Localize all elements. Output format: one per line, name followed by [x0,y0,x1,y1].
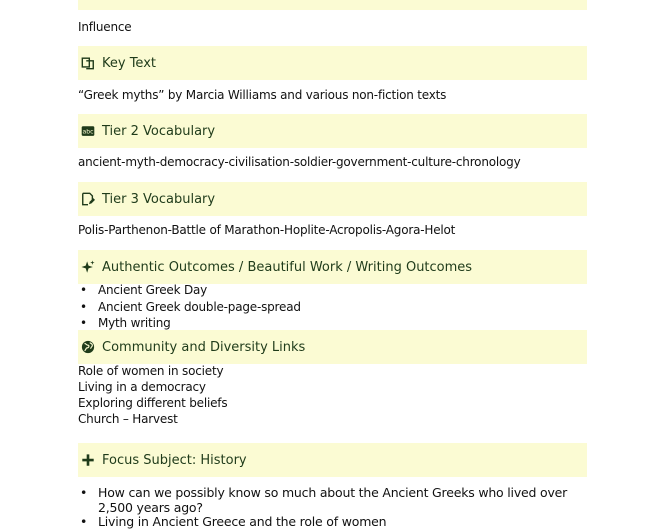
abc-icon [80,123,96,139]
key-text-header [78,46,587,80]
focus-list [78,486,578,530]
tier3-header [78,182,587,216]
concept-value: Influence [78,20,132,34]
tier3-heading: Tier 3 Vocabulary [102,191,216,207]
sparkle-icon [80,259,96,275]
edit-icon [80,191,96,207]
list-item: • Living in Ancient Greece and the role of women [78,515,578,530]
list-item: • Ancient Greek double-page-spread [78,299,301,316]
community-line: Role of women in society [78,364,224,378]
concept-heading [102,0,156,1]
outcomes-list [78,282,301,332]
list-item: • Myth writing [78,315,301,332]
key-text-heading: Key Text [102,55,156,71]
outcomes-header [78,250,587,284]
community-heading: Community and Diversity Links [102,339,306,355]
key-text-value: “Greek myths” by Marcia Williams and various non-fiction texts [78,88,447,102]
lightbulb-icon [80,0,96,1]
tier2-value: ancient-myth-democracy-civilisation-soldier-government-culture-chronology [78,155,521,169]
tier2-header [78,114,587,148]
list-item: • How can we possibly know so much about the Ancient Greeks who lived over 2,500 years ago? [78,486,578,515]
globe-icon [80,339,96,355]
tier3-value: Polis-Parthenon-Battle of Marathon-Hoplite-Acropolis-Agora-Helot [78,223,456,237]
community-line: Living in a democracy [78,380,206,394]
community-header [78,330,587,364]
community-line: Church – Harvest [78,412,178,426]
outcomes-heading: Authentic Outcomes / Beautiful Work / Writing Outcomes [102,259,473,275]
book-icon [80,55,96,71]
focus-header [78,443,587,477]
focus-heading: Focus Subject: History [102,452,247,468]
community-line: Exploring different beliefs [78,396,228,410]
list-item: • Ancient Greek Day [78,282,301,299]
svg-text:abc: abc [82,128,94,136]
tier2-heading: Tier 2 Vocabulary [102,123,216,139]
concept-header [78,0,587,10]
plus-icon [80,452,96,468]
